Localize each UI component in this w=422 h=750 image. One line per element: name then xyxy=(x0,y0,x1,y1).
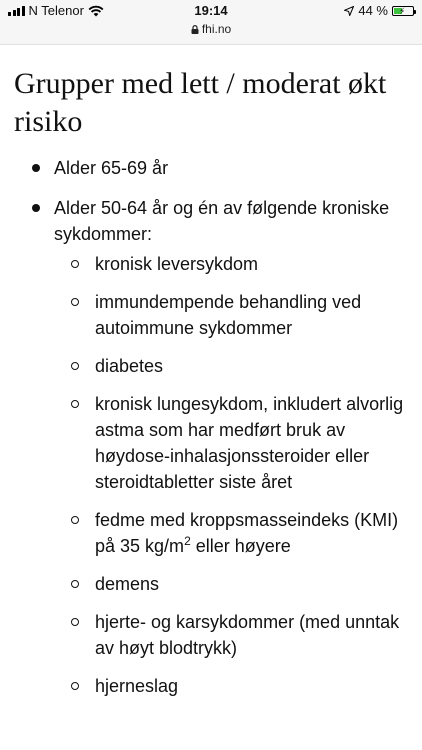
sub-list-item xyxy=(54,289,408,341)
carrier-name: N Telenor xyxy=(28,3,84,18)
address-bar[interactable] xyxy=(0,22,422,36)
list-item xyxy=(14,155,408,181)
url-text: fhi.no xyxy=(201,22,232,36)
risk-group-list xyxy=(14,155,408,699)
sub-list-item-text: diabetes xyxy=(95,356,164,376)
superscript: 2 xyxy=(184,534,191,548)
article-content xyxy=(0,45,422,699)
charging-icon: ⚡ xyxy=(399,5,406,16)
page-title: Grupper med lett / moderat økt risiko xyxy=(14,67,387,138)
sub-list-item xyxy=(54,251,408,277)
lock-icon xyxy=(191,25,199,34)
sub-list-item-text: immundempende behandling ved autoimmune sykdommer xyxy=(95,292,362,338)
circle-bullet-icon xyxy=(71,260,79,268)
circle-bullet-icon xyxy=(71,400,79,408)
sub-list-item-text: kronisk leversykdom xyxy=(95,254,259,274)
sub-list-item xyxy=(54,353,408,379)
sub-list-item-text: fedme med kroppsmasseindeks (KMI) på 35 kg/m xyxy=(95,510,399,556)
circle-bullet-icon xyxy=(71,298,79,306)
sub-list-item-text-end: eller høyere xyxy=(190,536,291,556)
list-item-text: Alder 50-64 år og én av følgende kroniske sykdommer: xyxy=(54,198,390,244)
sub-list-item xyxy=(54,507,408,559)
sub-list-item xyxy=(54,609,408,661)
bullet-icon xyxy=(32,164,40,172)
list-item-text: Alder 65-69 år xyxy=(54,158,169,178)
circle-bullet-icon xyxy=(71,516,79,524)
circle-bullet-icon xyxy=(71,682,79,690)
sub-list-item xyxy=(54,391,408,495)
bullet-icon xyxy=(32,204,40,212)
sub-list-item-text: demens xyxy=(95,574,160,594)
circle-bullet-icon xyxy=(71,580,79,588)
status-right xyxy=(344,3,414,18)
sub-list-item xyxy=(54,673,408,699)
sub-list-item-text: hjerneslag xyxy=(95,676,179,696)
clock: 19:14 xyxy=(194,3,228,18)
sub-list-item-text: hjerte- og karsykdommer (med unntak av høyt blodtrykk) xyxy=(95,612,400,658)
status-bar xyxy=(0,0,422,45)
battery-percent: 44 % xyxy=(358,3,388,18)
circle-bullet-icon xyxy=(71,362,79,370)
list-item xyxy=(14,195,408,699)
sub-list-item xyxy=(54,571,408,597)
condition-list xyxy=(54,251,408,699)
circle-bullet-icon xyxy=(71,618,79,626)
battery-icon xyxy=(392,6,414,16)
sub-list-item-text: kronisk lungesykdom, inkludert alvorlig astma som har medført bruk av høydose-inhalasjonssteroider eller steroidtabletter siste året xyxy=(95,394,404,492)
location-arrow-icon xyxy=(344,6,354,16)
